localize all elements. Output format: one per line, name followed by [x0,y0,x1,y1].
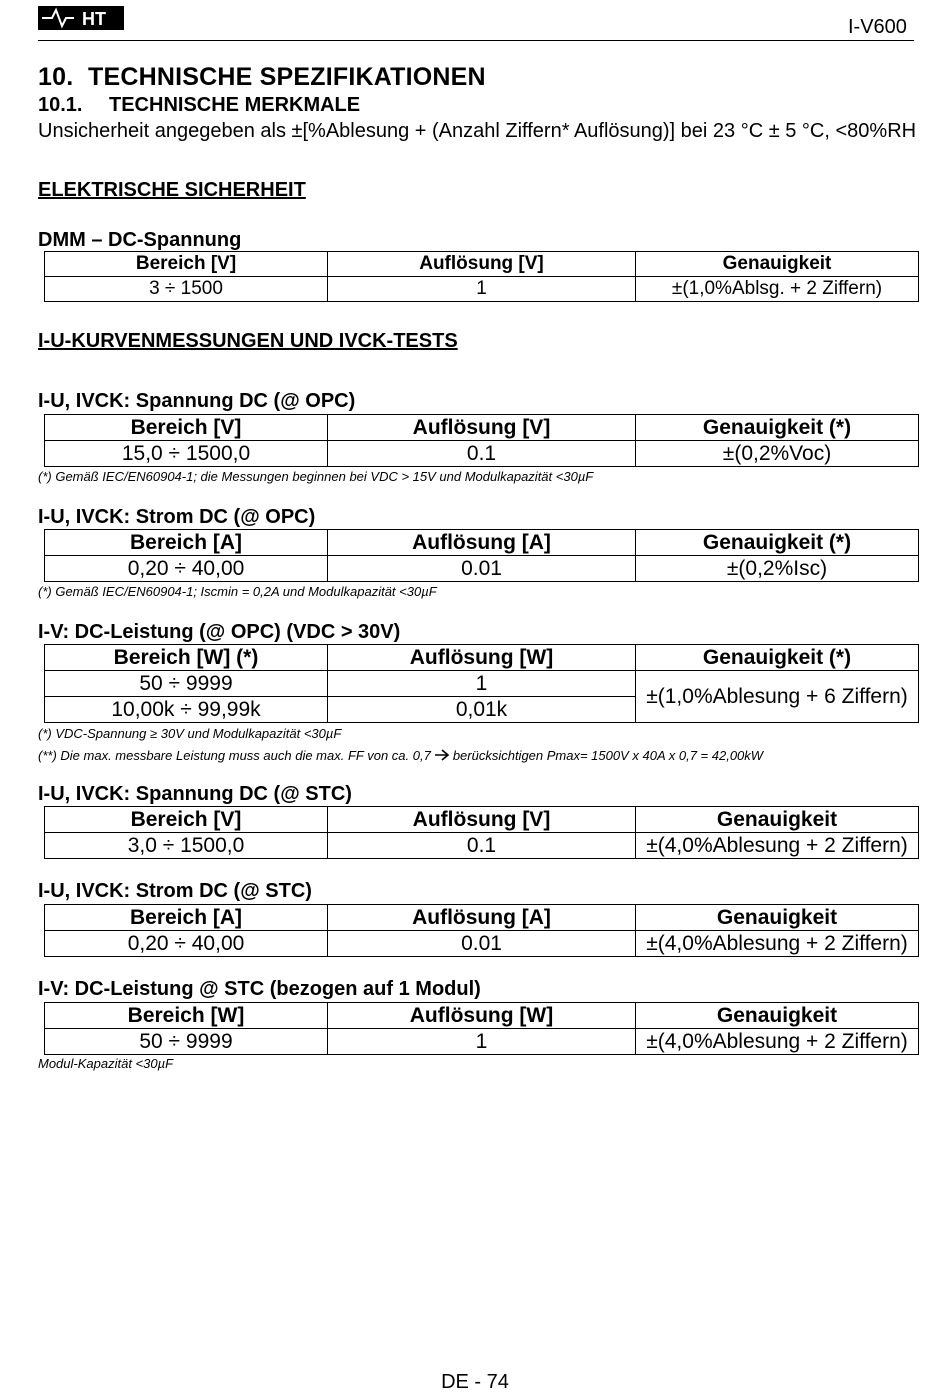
table-cell: 0.1 [328,833,636,859]
header-cell: Bereich [V] [45,252,328,277]
current-stc-title: I-U, IVCK: Strom DC (@ STC) [38,880,312,902]
table-cell: 0.01 [328,556,636,582]
table-row [45,671,919,697]
voltage-stc-table [44,806,919,859]
table-row [45,277,919,302]
header-cell: Auflösung [A] [328,905,636,931]
current-stc-table [44,904,919,957]
header-cell: Bereich [V] [45,807,328,833]
table-header-row [45,645,919,671]
table-cell: 0.01 [328,931,636,957]
table-cell: 50 ÷ 9999 [45,1029,328,1055]
power-stc-note: Modul-Kapazität <30µF [38,1056,174,1071]
table-cell: 0,01k [328,697,636,723]
chapter-heading [38,63,486,92]
header-cell: Bereich [W] (*) [45,645,328,671]
chapter-number: 10. [38,63,74,91]
power-opc-note-2 [38,748,763,763]
table-cell: 3 ÷ 1500 [45,277,328,302]
table-header-row [45,807,919,833]
table-cell: ±(4,0%Ablesung + 2 Ziffern) [636,931,919,957]
section-number: 10.1. [38,94,83,116]
table-cell: 15,0 ÷ 1500,0 [45,441,328,467]
header-cell: Bereich [W] [45,1003,328,1029]
header-cell: Auflösung [V] [328,252,636,277]
model-name: I-V600 [848,16,907,38]
table-cell: 3,0 ÷ 1500,0 [45,833,328,859]
arrow-right-icon [434,749,450,761]
power-opc-title: I-V: DC-Leistung (@ OPC) (VDC > 30V) [38,621,401,643]
table-cell: 10,00k ÷ 99,99k [45,697,328,723]
table-cell: ±(0,2%Isc) [636,556,919,582]
table-cell: ±(4,0%Ablesung + 2 Ziffern) [636,833,919,859]
voltage-opc-table [44,414,919,467]
table-header-row [45,905,919,931]
header-cell: Genauigkeit (*) [636,530,919,556]
section-title: TECHNISCHE MERKMALE [109,94,361,116]
safety-heading: ELEKTRISCHE SICHERHEIT [38,179,306,201]
table-cell: 0,20 ÷ 40,00 [45,556,328,582]
header-cell: Auflösung [W] [328,1003,636,1029]
current-opc-note: (*) Gemäß IEC/EN60904-1; Iscmin = 0,2A und Modulkapazität <30µF [38,584,437,599]
table-cell: 0.1 [328,441,636,467]
header-cell: Genauigkeit (*) [636,415,919,441]
table-cell: ±(0,2%Voc) [636,441,919,467]
current-opc-title: I-U, IVCK: Strom DC (@ OPC) [38,506,316,528]
intro-text: Unsicherheit angegeben als ±[%Ablesung + (Anzahl Ziffern* Auflösung)] bei 23 °C ± 5 °C, <80%RH [38,120,917,142]
table-cell: 0,20 ÷ 40,00 [45,931,328,957]
header-cell: Bereich [V] [45,415,328,441]
ht-logo [38,6,124,30]
current-opc-table [44,529,919,582]
power-stc-title: I-V: DC-Leistung @ STC (bezogen auf 1 Modul) [38,978,481,1000]
page-number: DE - 74 [441,1371,509,1393]
section-heading [38,94,360,117]
table-row [45,833,919,859]
table-cell: 50 ÷ 9999 [45,671,328,697]
table-row [45,441,919,467]
table-row [45,556,919,582]
header-cell: Bereich [A] [45,530,328,556]
dmm-table [44,251,919,302]
chapter-title: TECHNISCHE SPEZIFIKATIONEN [88,63,486,91]
header-cell: Auflösung [A] [328,530,636,556]
header-rule [38,40,914,41]
table-cell: ±(1,0%Ablesung + 6 Ziffern) [636,671,919,723]
header-cell: Auflösung [V] [328,807,636,833]
voltage-opc-note: (*) Gemäß IEC/EN60904-1; die Messungen beginnen bei VDC > 15V und Modulkapazität <30µF [38,469,594,484]
header-cell: Genauigkeit (*) [636,645,919,671]
table-header-row [45,415,919,441]
voltage-opc-title: I-U, IVCK: Spannung DC (@ OPC) [38,390,356,412]
note-text: berücksichtigen Pmax= 1500V x 40A x 0,7 = 42,00kW [452,748,764,763]
dmm-title: DMM – DC-Spannung [38,229,242,251]
note-text: (**) Die max. messbare Leistung muss auch die max. FF von ca. 0,7 [38,748,431,763]
header-cell: Genauigkeit [636,252,919,277]
table-cell: 1 [328,1029,636,1055]
curve-heading: I-U-KURVENMESSUNGEN UND IVCK-TESTS [38,330,458,352]
table-cell: ±(1,0%Ablsg. + 2 Ziffern) [636,277,919,302]
table-header-row [45,1003,919,1029]
table-cell: ±(4,0%Ablesung + 2 Ziffern) [636,1029,919,1055]
table-header-row [45,252,919,277]
power-opc-table [44,644,919,723]
header-cell: Bereich [A] [45,905,328,931]
header-cell: Genauigkeit [636,1003,919,1029]
table-cell: 1 [328,277,636,302]
header-cell: Genauigkeit [636,807,919,833]
header-cell: Auflösung [W] [328,645,636,671]
header-cell: Genauigkeit [636,905,919,931]
voltage-stc-title: I-U, IVCK: Spannung DC (@ STC) [38,783,352,805]
power-opc-note-1: (*) VDC-Spannung ≥ 30V und Modulkapazität <30µF [38,726,342,741]
table-cell: 1 [328,671,636,697]
power-stc-table [44,1002,919,1055]
table-row [45,1029,919,1055]
table-row [45,931,919,957]
header-cell: Auflösung [V] [328,415,636,441]
svg-text:HT: HT [82,9,106,29]
table-header-row [45,530,919,556]
